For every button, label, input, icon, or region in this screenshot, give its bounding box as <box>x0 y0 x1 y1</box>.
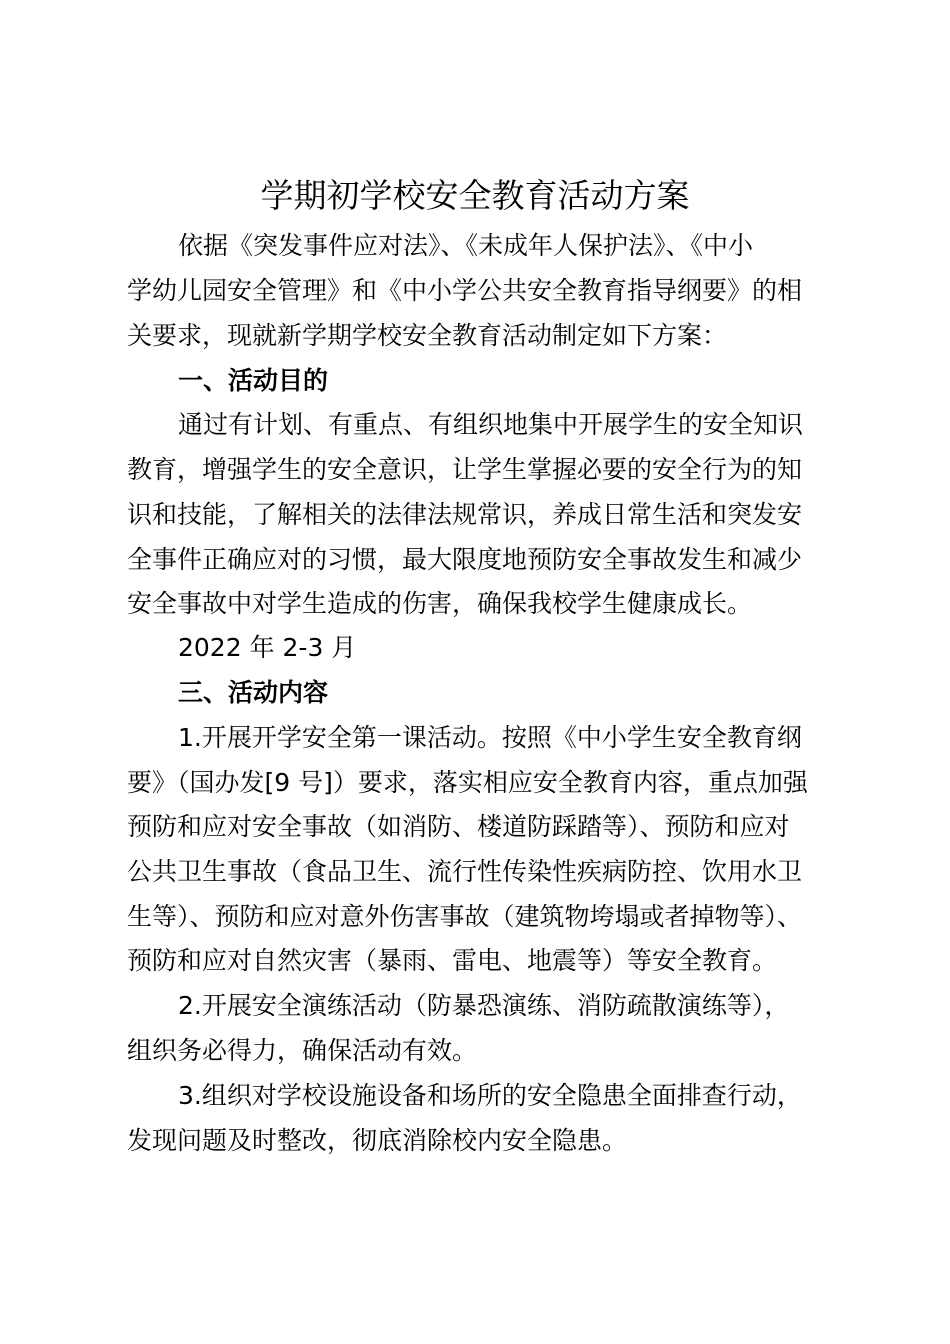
body-line: 通过有计划、有重点、有组织地集中开展学生的安全知识 <box>178 410 804 439</box>
body-line: 1.开展开学安全第一课活动。按照《中小学生安全教育纲 <box>178 723 802 752</box>
body-line: 生等）、预防和应对意外伤害事故（建筑物垮塌或者掉物等）、 <box>127 902 803 931</box>
section-heading: 三、活动内容 <box>178 678 329 707</box>
date-line: 2022 年 2-3 月 <box>178 633 357 662</box>
body-line: 识和技能，了解相关的法律法规常识，养成日常生活和突发安 <box>127 500 803 529</box>
document-title: 学期初学校安全教育活动方案 <box>260 176 690 215</box>
body-line: 教育，增强学生的安全意识，让学生掌握必要的安全行为的知 <box>127 455 803 484</box>
body-line: 公共卫生事故（食品卫生、流行性传染性疾病防控、饮用水卫 <box>127 857 803 886</box>
body-line: 预防和应对安全事故（如消防、楼道防踩踏等）、预防和应对 <box>127 812 790 841</box>
body-line: 3.组织对学校设施设备和场所的安全隐患全面排查行动， <box>178 1081 802 1110</box>
body-line: 关要求，现就新学期学校安全教育活动制定如下方案： <box>127 321 728 350</box>
body-line: 预防和应对自然灾害（暴雨、雷电、地震等）等安全教育。 <box>127 946 778 975</box>
section-heading: 一、活动目的 <box>178 366 329 395</box>
body-line: 2.开展安全演练活动（防暴恐演练、消防疏散演练等）， <box>178 991 790 1020</box>
body-line: 发现问题及时整改，彻底消除校内安全隐患。 <box>127 1126 628 1155</box>
body-line: 要》（国办发[9 号]）要求，落实相应安全教育内容，重点加强 <box>127 768 808 797</box>
body-line: 全事件正确应对的习惯，最大限度地预防安全事故发生和减少 <box>127 545 803 574</box>
body-line: 组织务必得力，确保活动有效。 <box>127 1036 478 1065</box>
body-line: 安全事故中对学生造成的伤害，确保我校学生健康成长。 <box>127 589 753 618</box>
body-line: 依据《突发事件应对法》、《未成年人保护法》、《中小 <box>178 231 754 260</box>
body-line: 学幼儿园安全管理》和《中小学公共安全教育指导纲要》的相 <box>127 276 803 305</box>
